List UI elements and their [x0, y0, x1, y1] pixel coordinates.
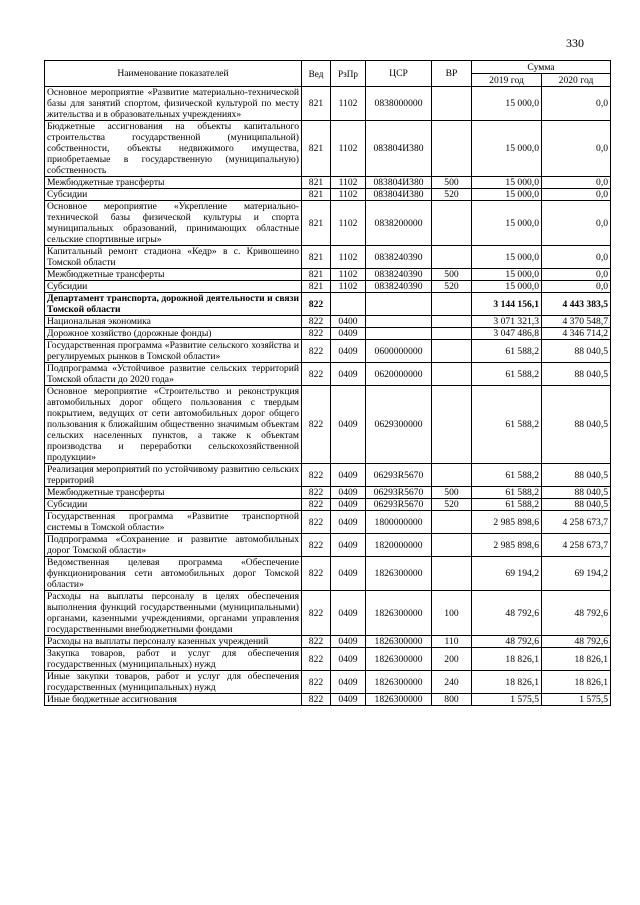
row-vr	[432, 511, 472, 534]
row-ved: 821	[302, 87, 331, 121]
row-sum-2019: 61 588,2	[472, 363, 542, 386]
header-sum: Сумма	[472, 61, 611, 74]
row-sum-2020: 18 826,1	[542, 671, 611, 694]
row-rzpr: 0409	[331, 636, 366, 648]
row-rzpr: 0409	[331, 534, 366, 557]
row-rzpr	[331, 293, 366, 316]
row-vr	[432, 464, 472, 487]
table-row	[45, 694, 611, 706]
row-vr	[432, 340, 472, 363]
row-vr: 240	[432, 671, 472, 694]
row-name: Закупка товаров, работ и услуг для обеспечения государственных (муниципальных) нужд	[45, 648, 302, 671]
row-rzpr: 0409	[331, 591, 366, 636]
row-sum-2019: 18 826,1	[472, 671, 542, 694]
row-csr: 0838000000	[366, 87, 432, 121]
row-sum-2019: 1 575,5	[472, 694, 542, 706]
table-row	[45, 534, 611, 557]
row-rzpr: 0409	[331, 464, 366, 487]
table-row	[45, 87, 611, 121]
row-name: Основное мероприятие «Укрепление материально-технической базы физической культуры и спорта муниципальных образований, принимающих областные сельские спортивные игры»	[45, 201, 302, 246]
table-row	[45, 648, 611, 671]
row-rzpr: 1102	[331, 189, 366, 201]
row-rzpr: 0400	[331, 316, 366, 328]
row-name: Подпрограмма «Устойчивое развитие сельских территорий Томской области до 2020 года»	[45, 363, 302, 386]
row-ved: 822	[302, 648, 331, 671]
row-rzpr: 0409	[331, 386, 366, 464]
row-ved: 822	[302, 557, 331, 591]
row-sum-2019: 15 000,0	[472, 121, 542, 177]
table-row	[45, 246, 611, 269]
row-vr: 520	[432, 499, 472, 511]
row-sum-2019: 18 826,1	[472, 648, 542, 671]
row-vr	[432, 246, 472, 269]
row-csr: 1826300000	[366, 694, 432, 706]
row-sum-2020: 0,0	[542, 281, 611, 293]
row-rzpr: 1102	[331, 87, 366, 121]
row-sum-2019: 15 000,0	[472, 177, 542, 189]
table-row	[45, 201, 611, 246]
table-row	[45, 557, 611, 591]
row-sum-2020: 48 792,6	[542, 636, 611, 648]
row-sum-2019: 61 588,2	[472, 340, 542, 363]
row-sum-2020: 4 258 673,7	[542, 511, 611, 534]
row-name: Ведомственная целевая программа «Обеспечение функционирования сети автомобильных дорог Томской области»	[45, 557, 302, 591]
row-vr: 800	[432, 694, 472, 706]
row-name: Расходы на выплаты персоналу казенных учреждений	[45, 636, 302, 648]
row-sum-2020: 4 443 383,5	[542, 293, 611, 316]
row-sum-2020: 88 040,5	[542, 363, 611, 386]
row-rzpr: 0409	[331, 671, 366, 694]
row-ved: 821	[302, 121, 331, 177]
header-csr: ЦСР	[366, 61, 432, 87]
row-csr: 0600000000	[366, 340, 432, 363]
row-name: Дорожное хозяйство (дорожные фонды)	[45, 328, 302, 340]
row-name: Капитальный ремонт стадиона «Кедр» в с. Кривошеино Томской области	[45, 246, 302, 269]
header-year-2019: 2019 год	[472, 74, 542, 87]
header-vr: ВР	[432, 61, 472, 87]
row-rzpr: 1102	[331, 269, 366, 281]
row-name: Департамент транспорта, дорожной деятельности и связи Томской области	[45, 293, 302, 316]
table-body	[45, 87, 611, 706]
table-row	[45, 189, 611, 201]
row-name: Субсидии	[45, 189, 302, 201]
row-rzpr: 1102	[331, 281, 366, 293]
header-rzpr: РзПр	[331, 61, 366, 87]
row-name: Межбюджетные трансферты	[45, 177, 302, 189]
row-ved: 822	[302, 316, 331, 328]
row-sum-2019: 61 588,2	[472, 386, 542, 464]
row-name: Бюджетные ассигнования на объекты капитального строительства государственной (муниципальной) собственности, объекты недвижимого имущества, приобретаемые в государственную (муниципальную) собственность	[45, 121, 302, 177]
row-ved: 821	[302, 177, 331, 189]
row-name: Межбюджетные трансферты	[45, 269, 302, 281]
row-csr	[366, 293, 432, 316]
row-sum-2020: 1 575,5	[542, 694, 611, 706]
row-csr: 06293R5670	[366, 487, 432, 499]
row-name: Основное мероприятие «Строительство и реконструкция автомобильных дорог общего пользования с твердым покрытием, ведущих от сети автомобильных дорог общего пользования к ближайшим общественно значимым объектам сельских населенных пунктов, а также к объектам производства и переработки сельскохозяйственной продукции»	[45, 386, 302, 464]
table-row	[45, 671, 611, 694]
row-ved: 822	[302, 694, 331, 706]
row-vr: 100	[432, 591, 472, 636]
table-row	[45, 487, 611, 499]
row-ved: 821	[302, 189, 331, 201]
row-sum-2020: 0,0	[542, 246, 611, 269]
row-ved: 821	[302, 201, 331, 246]
row-name: Субсидии	[45, 281, 302, 293]
table-row	[45, 464, 611, 487]
row-ved: 822	[302, 340, 331, 363]
row-csr: 06293R5670	[366, 464, 432, 487]
table-row	[45, 340, 611, 363]
row-sum-2020: 48 792,6	[542, 591, 611, 636]
row-vr	[432, 316, 472, 328]
row-sum-2019: 3 144 156,1	[472, 293, 542, 316]
row-csr: 0838240390	[366, 281, 432, 293]
row-csr: 0838240390	[366, 246, 432, 269]
row-sum-2019: 61 588,2	[472, 487, 542, 499]
row-name: Государственная программа «Развитие транспортной системы в Томской области»	[45, 511, 302, 534]
row-csr: 083804И380	[366, 121, 432, 177]
row-sum-2020: 88 040,5	[542, 386, 611, 464]
row-sum-2020: 4 258 673,7	[542, 534, 611, 557]
row-csr: 1826300000	[366, 636, 432, 648]
row-rzpr: 0409	[331, 499, 366, 511]
row-ved: 822	[302, 293, 331, 316]
row-sum-2020: 0,0	[542, 189, 611, 201]
row-vr: 110	[432, 636, 472, 648]
row-csr: 1800000000	[366, 511, 432, 534]
row-rzpr: 0409	[331, 557, 366, 591]
row-csr: 1826300000	[366, 648, 432, 671]
row-sum-2020: 4 370 548,7	[542, 316, 611, 328]
row-sum-2019: 69 194,2	[472, 557, 542, 591]
row-csr: 0620000000	[366, 363, 432, 386]
row-ved: 822	[302, 487, 331, 499]
row-csr	[366, 328, 432, 340]
row-ved: 822	[302, 328, 331, 340]
row-sum-2019: 48 792,6	[472, 636, 542, 648]
header-name: Наименование показателей	[45, 61, 302, 87]
table-row	[45, 328, 611, 340]
row-sum-2019: 2 985 898,6	[472, 534, 542, 557]
budget-table	[44, 60, 611, 706]
row-csr: 1826300000	[366, 557, 432, 591]
row-vr: 500	[432, 487, 472, 499]
table-row	[45, 591, 611, 636]
row-vr	[432, 363, 472, 386]
row-name: Субсидии	[45, 499, 302, 511]
row-rzpr: 1102	[331, 121, 366, 177]
row-sum-2019: 3 047 486,8	[472, 328, 542, 340]
row-sum-2020: 18 826,1	[542, 648, 611, 671]
row-sum-2019: 15 000,0	[472, 201, 542, 246]
table-row	[45, 511, 611, 534]
row-sum-2019: 3 071 321,3	[472, 316, 542, 328]
row-sum-2020: 88 040,5	[542, 340, 611, 363]
row-vr	[432, 201, 472, 246]
row-ved: 822	[302, 386, 331, 464]
table-row	[45, 293, 611, 316]
row-name: Государственная программа «Развитие сельского хозяйства и регулируемых рынков в Томской области»	[45, 340, 302, 363]
row-name: Национальная экономика	[45, 316, 302, 328]
row-ved: 822	[302, 591, 331, 636]
row-ved: 822	[302, 636, 331, 648]
row-rzpr: 0409	[331, 328, 366, 340]
row-rzpr: 0409	[331, 363, 366, 386]
row-csr	[366, 316, 432, 328]
table-row	[45, 281, 611, 293]
row-rzpr: 1102	[331, 201, 366, 246]
row-sum-2020: 88 040,5	[542, 487, 611, 499]
row-sum-2020: 88 040,5	[542, 499, 611, 511]
header-year-2020: 2020 год	[542, 74, 611, 87]
row-name: Реализация мероприятий по устойчивому развитию сельских территорий	[45, 464, 302, 487]
table-row	[45, 121, 611, 177]
row-csr: 0838240390	[366, 269, 432, 281]
table-row	[45, 269, 611, 281]
row-vr	[432, 534, 472, 557]
row-vr	[432, 557, 472, 591]
row-sum-2019: 15 000,0	[472, 87, 542, 121]
table-row	[45, 636, 611, 648]
row-rzpr: 0409	[331, 340, 366, 363]
row-rzpr: 0409	[331, 511, 366, 534]
row-name: Иные закупки товаров, работ и услуг для обеспечения государственных (муниципальных) нужд	[45, 671, 302, 694]
table-row	[45, 177, 611, 189]
row-sum-2019: 15 000,0	[472, 189, 542, 201]
header-ved: Вед	[302, 61, 331, 87]
row-csr: 1820000000	[366, 534, 432, 557]
row-rzpr: 1102	[331, 177, 366, 189]
row-ved: 822	[302, 511, 331, 534]
row-vr	[432, 328, 472, 340]
row-sum-2019: 61 588,2	[472, 499, 542, 511]
row-name: Подпрограмма «Сохранение и развитие автомобильных дорог Томской области»	[45, 534, 302, 557]
row-sum-2020: 0,0	[542, 201, 611, 246]
row-sum-2019: 15 000,0	[472, 281, 542, 293]
row-vr: 520	[432, 281, 472, 293]
row-vr: 200	[432, 648, 472, 671]
row-sum-2020: 0,0	[542, 177, 611, 189]
table-row	[45, 499, 611, 511]
row-ved: 822	[302, 534, 331, 557]
row-sum-2020: 0,0	[542, 87, 611, 121]
table-row	[45, 316, 611, 328]
row-csr: 0838200000	[366, 201, 432, 246]
row-vr	[432, 87, 472, 121]
row-name: Основное мероприятие «Развитие материально-технической базы для занятий спортом, физической культурой по месту жительства и в образовательных учреждениях»	[45, 87, 302, 121]
row-csr: 083804И380	[366, 177, 432, 189]
row-vr	[432, 121, 472, 177]
row-csr: 1826300000	[366, 591, 432, 636]
row-ved: 821	[302, 281, 331, 293]
row-vr: 520	[432, 189, 472, 201]
row-ved: 821	[302, 269, 331, 281]
row-rzpr: 0409	[331, 487, 366, 499]
row-vr	[432, 293, 472, 316]
row-rzpr: 0409	[331, 694, 366, 706]
row-sum-2019: 2 985 898,6	[472, 511, 542, 534]
table-row	[45, 363, 611, 386]
row-ved: 821	[302, 246, 331, 269]
row-sum-2020: 0,0	[542, 121, 611, 177]
row-vr	[432, 386, 472, 464]
row-ved: 822	[302, 363, 331, 386]
row-rzpr: 1102	[331, 246, 366, 269]
row-sum-2019: 15 000,0	[472, 246, 542, 269]
row-sum-2019: 61 588,2	[472, 464, 542, 487]
row-csr: 083804И380	[366, 189, 432, 201]
page-number: 330	[566, 36, 584, 50]
row-name: Межбюджетные трансферты	[45, 487, 302, 499]
row-name: Иные бюджетные ассигнования	[45, 694, 302, 706]
row-ved: 822	[302, 464, 331, 487]
row-ved: 822	[302, 671, 331, 694]
row-sum-2019: 15 000,0	[472, 269, 542, 281]
row-sum-2020: 88 040,5	[542, 464, 611, 487]
row-vr: 500	[432, 269, 472, 281]
row-sum-2020: 0,0	[542, 269, 611, 281]
row-sum-2020: 4 346 714,2	[542, 328, 611, 340]
row-csr: 0629300000	[366, 386, 432, 464]
table-row	[45, 386, 611, 464]
row-ved: 822	[302, 499, 331, 511]
row-csr: 1826300000	[366, 671, 432, 694]
row-rzpr: 0409	[331, 648, 366, 671]
row-csr: 06293R5670	[366, 499, 432, 511]
row-sum-2019: 48 792,6	[472, 591, 542, 636]
row-vr: 500	[432, 177, 472, 189]
row-sum-2020: 69 194,2	[542, 557, 611, 591]
row-name: Расходы на выплаты персоналу в целях обеспечения выполнения функций государственными (муниципальными) органами, казенными учреждениями, органами управления государственными внебюджетными фондами	[45, 591, 302, 636]
